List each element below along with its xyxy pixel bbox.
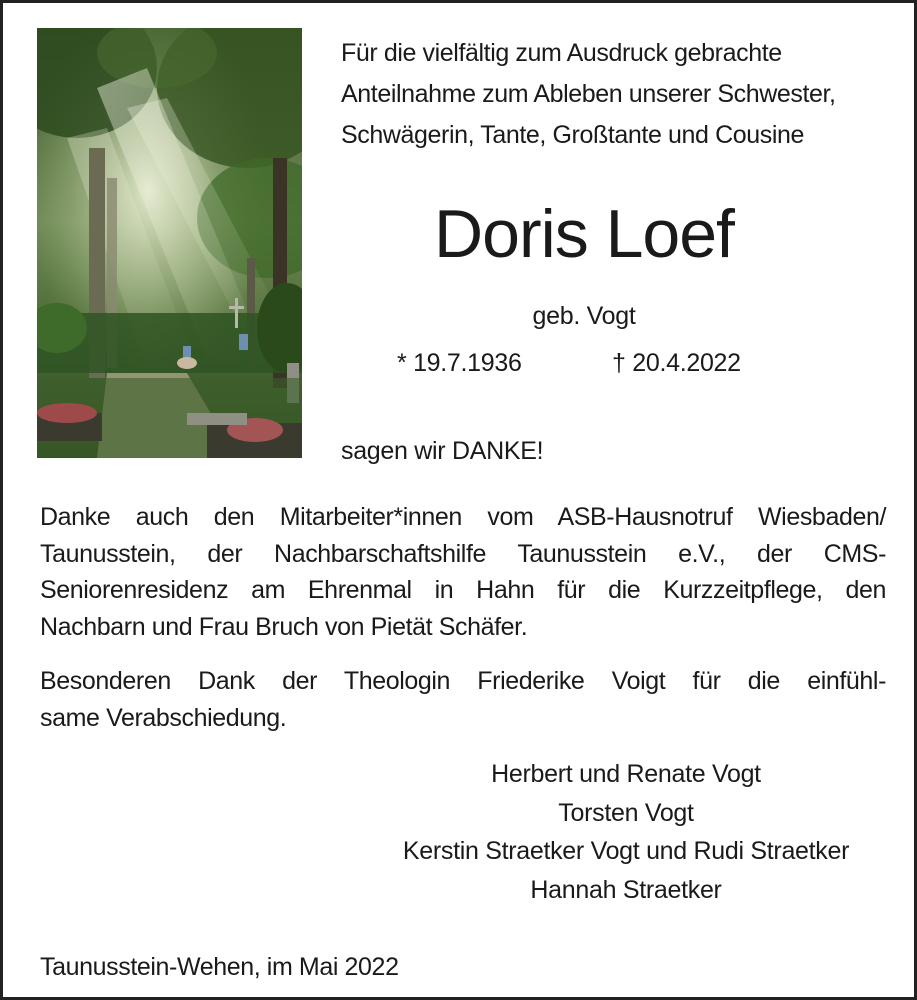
thanks-paragraph-theologian — [40, 663, 886, 736]
signer: Herbert und Renate Vogt — [491, 760, 761, 788]
thanks-paragraph-staff — [40, 499, 886, 645]
signer: Hannah Straetker — [530, 875, 722, 904]
deceased-name: Doris Loef — [434, 196, 734, 272]
paragraph-line: Taunusstein, der Nachbarschaftshilfe Taunusstein e.V., der CMS- — [40, 539, 886, 568]
paragraph-line: Nachbarn und Frau Bruch von Pietät Schäfer. — [40, 612, 528, 641]
birth-date: * 19.7.1936 — [397, 349, 522, 377]
signer: Torsten Vogt — [558, 798, 694, 827]
place-date: Taunusstein-Wehen, im Mai 2022 — [40, 953, 399, 981]
signers-list — [341, 755, 911, 909]
intro-text — [341, 33, 901, 156]
thanks-line: sagen wir DANKE! — [341, 437, 544, 465]
paragraph-line: Danke auch den Mitarbeiter*innen vom ASB-Hausnotruf Wiesbaden/ — [40, 503, 886, 531]
paragraph-line: same Verabschiedung. — [40, 703, 287, 732]
intro-line: Anteilnahme zum Ableben unserer Schwester, — [341, 80, 836, 108]
signer: Kerstin Straetker Vogt und Rudi Straetker — [402, 837, 850, 865]
intro-line: Schwägerin, Tante, Großtante und Cousine — [341, 121, 804, 149]
intro-line: Für die vielfältig zum Ausdruck gebrachte — [341, 39, 782, 67]
birth-name: geb. Vogt — [532, 302, 636, 330]
death-date: † 20.4.2022 — [612, 349, 741, 377]
paragraph-line: Seniorenresidenz am Ehrenmal in Hahn für die Kurzzeitpflege, den — [40, 576, 886, 604]
cemetery-photo — [37, 28, 302, 458]
paragraph-line: Besonderen Dank der Theologin Friederike Voigt für die einfühl- — [40, 667, 886, 695]
